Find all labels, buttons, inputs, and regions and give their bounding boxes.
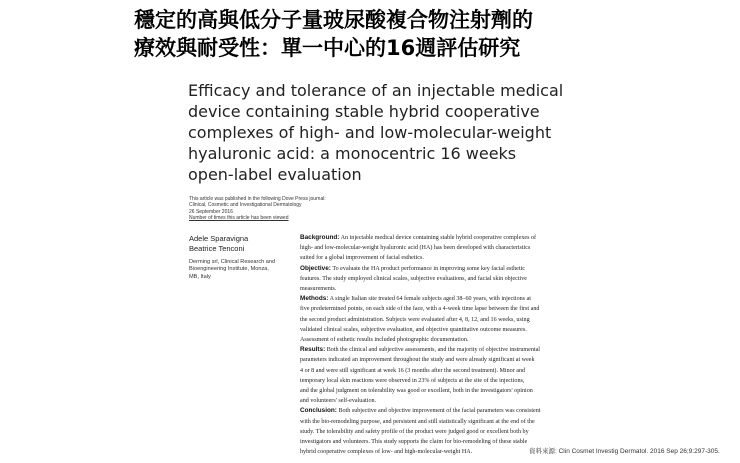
abstract-text: Both the clinical and subjective assessments, and the majority of objective instrumental <box>325 347 540 354</box>
journal-name: Clinical, Cosmetic and Investigational Dermatology <box>189 202 302 209</box>
article-title <box>188 80 564 185</box>
abstract-text: features. The study employed clinical scales, subjective evaluations, and facial skin objective <box>300 275 527 282</box>
article-title-line: Efficacy and tolerance of an injectable medical <box>188 81 564 100</box>
author-name: Beatrice Tenconi <box>189 243 245 253</box>
abstract <box>300 233 610 457</box>
affiliation-line: MB, Italy <box>189 273 211 280</box>
abstract-text: To evaluate the HA product performance in improving some key facial esthetic <box>330 265 525 272</box>
source-citation: 資料來源: Clin Cosmet Investig Dermatol. 2016 Sep 26;9:297-305. <box>529 448 720 455</box>
author-list <box>189 234 289 253</box>
abstract-text: suited for a global improvement of facial esthetics. <box>300 255 424 262</box>
abstract-text: parameters indicated an improvement throughout the study and were already significant at week <box>300 357 535 364</box>
article-title-line: device containing stable hybrid cooperative <box>188 102 540 121</box>
abstract-text: the second product administration. Subjects were evaluated after 4, 8, 12, and 16 weeks, using <box>300 316 530 323</box>
title-line: 穩定的高與低分子量玻尿酸複合物注射劑的 <box>134 8 533 32</box>
publication-note-line: This article was published in the following Dove Press journal: <box>189 196 326 202</box>
article-title-line: complexes of high- and low-molecular-weight <box>188 123 552 142</box>
publication-date: 26 September 2016 <box>189 208 233 215</box>
abstract-text: and the global judgment on tolerability was good or excellent, both in the investigators' opinion <box>300 388 533 395</box>
abstract-text: hybrid cooperative complexes of low- and high-molecular-weight HA. <box>300 449 473 456</box>
abstract-conclusion-label: Conclusion: <box>300 407 337 415</box>
abstract-text: investigators and volunteers. This study supports the claim for bio-remodeling of these stable <box>300 439 528 446</box>
abstract-text: validated clinical scales, subjective evaluation, and objective quantitative outcome measures. <box>300 326 527 333</box>
abstract-methods-line <box>300 294 610 304</box>
title-line: 療效與耐受性：單一中心的16週評估研究 <box>134 36 521 60</box>
abstract-text: high- and low-molecular-weight hyaluronic acid (HA) has been developed with characteristics <box>300 245 531 252</box>
abstract-results-line <box>300 345 610 355</box>
abstract-text: five predetermined points, on each side of the face, with a 4-week time lapse between the first and <box>300 306 540 313</box>
abstract-background-line <box>300 233 610 243</box>
publication-note <box>189 196 409 221</box>
article-title-line: hyaluronic acid: a monocentric 16 weeks <box>188 144 517 163</box>
abstract-text: Assessment of esthetic results included photographic documentation. <box>300 337 469 344</box>
page-title-chinese <box>134 6 654 62</box>
abstract-text: with the bio-remodeling purpose, and persistent and still statistically significant at the end of the <box>300 418 535 425</box>
abstract-text: and volunteers' self-evaluation. <box>300 398 377 405</box>
abstract-text: 4 or 8 and were still significant at week 16 (3 months after the second treatment). Minor and <box>300 367 526 374</box>
abstract-text: An injectable medical device containing stable hybrid cooperative complexes of <box>339 235 537 241</box>
abstract-background-label: Background: <box>300 234 340 241</box>
author-name: Adele Sparavigna <box>189 234 249 243</box>
abstract-conclusion-line <box>300 406 610 416</box>
affiliation-line: Bioengineering Institute, Monza, <box>189 266 269 273</box>
abstract-text: temporary local skin reactions were observed in 23% of subjects at the site of the injections, <box>300 377 525 384</box>
article-title-line: open-label evaluation <box>188 165 362 184</box>
abstract-objective-label: Objective: <box>300 264 331 272</box>
abstract-text: Both subjective and objective improvement of the facial parameters was consistent <box>336 408 541 415</box>
abstract-text: study. The tolerability and safety profile of the product were judged good or excellent both by <box>300 428 529 435</box>
abstract-methods-label: Methods: <box>300 295 329 303</box>
abstract-results-label: Results: <box>300 346 326 354</box>
author-affiliation <box>189 259 289 281</box>
abstract-text: A single Italian site treated 64 female subjects aged 38–60 years, with injections at <box>328 296 531 303</box>
abstract-objective-line <box>300 264 610 274</box>
affiliation-line: Derming srl, Clinical Research and <box>189 259 276 265</box>
views-link[interactable]: Number of times this article has been viewed <box>189 214 289 221</box>
abstract-text: measurements. <box>300 286 337 293</box>
